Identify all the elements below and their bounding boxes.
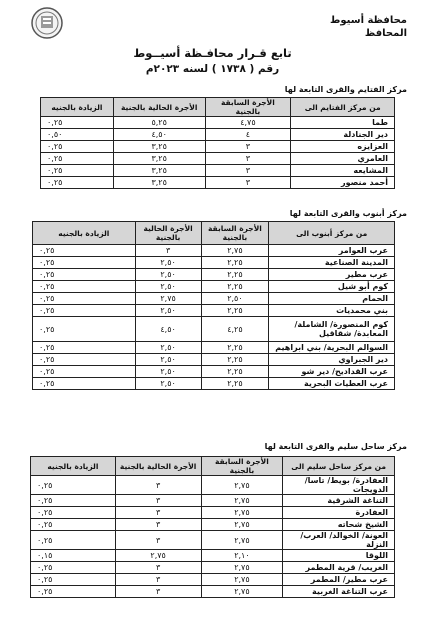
increase-cell: ٠,٢٥ [33,245,136,257]
increase-cell: ٠,٢٥ [33,269,136,281]
destination-cell: التناغة الشرقية [283,495,395,507]
previous-fare-cell: ٤ [205,129,291,141]
current-fare-cell: ٣ [115,507,201,519]
section2-heading: مركز أبنوب والقرى التابعة لها [289,209,407,218]
increase-cell: ٠,٢٥ [41,117,114,129]
table-row [31,495,395,507]
previous-fare-cell: ٢,١٠ [201,550,283,562]
previous-fare-cell: ٢,٢٥ [201,257,269,269]
increase-cell: ٠,٢٥ [33,281,136,293]
table-row [33,378,395,390]
previous-fare-cell: ٤,٢٥ [201,317,269,342]
increase-cell: ٠,١٥ [31,550,116,562]
table-row [33,293,395,305]
section1-table [40,97,395,189]
increase-cell: ٠,٢٥ [31,586,116,598]
table-row [31,531,395,550]
section2-table [32,221,395,390]
col-current-fare: الأجرة الحالية بالجنية [115,457,201,476]
increase-cell: ٠,٢٥ [33,342,136,354]
increase-cell: ٠,٢٥ [33,366,136,378]
destination-cell: أحمد منصور [291,177,395,189]
table-row [31,519,395,531]
previous-fare-cell: ٣ [205,165,291,177]
current-fare-cell: ٢,٥٠ [135,342,201,354]
current-fare-cell: ٣ [115,519,201,531]
previous-fare-cell: ٣ [205,177,291,189]
destination-cell: العزايزه [291,141,395,153]
current-fare-cell: ٣,٢٥ [113,141,205,153]
destination-cell: عرب العطيات البحرية [269,378,395,390]
current-fare-cell: ٢,٥٠ [135,257,201,269]
destination-cell: عرب مطير/ المطمر [283,574,395,586]
col-current-fare: الأجرة الحالية بالجنية [113,98,205,117]
increase-cell: ٠,٢٥ [33,257,136,269]
table-row [33,257,395,269]
table-row [31,507,395,519]
current-fare-cell: ٣,٢٥ [113,177,205,189]
previous-fare-cell: ٢,٢٥ [201,342,269,354]
table-row [33,366,395,378]
current-fare-cell: ٤,٥٠ [135,317,201,342]
destination-cell: كوم أبو شيل [269,281,395,293]
col-destination: من مركز ساحل سليم الى [283,457,395,476]
increase-cell: ٠,٢٥ [33,293,136,305]
increase-cell: ٠,٢٥ [31,476,116,495]
increase-cell: ٠,٢٥ [31,562,116,574]
increase-cell: ٠,٢٥ [31,574,116,586]
previous-fare-cell: ٢,٧٥ [201,562,283,574]
destination-cell: كوم المنصورة/ الشاملة/ المعابدة/ شقاقيل [269,317,395,342]
previous-fare-cell: ٢,٢٥ [201,354,269,366]
increase-cell: ٠,٢٥ [31,495,116,507]
destination-cell: العفادرة [283,507,395,519]
current-fare-cell: ٢,٧٥ [135,293,201,305]
previous-fare-cell: ٢,٢٥ [201,378,269,390]
previous-fare-cell: ٣ [205,141,291,153]
previous-fare-cell: ٢,٧٥ [201,495,283,507]
col-current-fare: الأجرة الحالية بالجنية [135,222,201,245]
increase-cell: ٠,٢٥ [41,165,114,177]
current-fare-cell: ٥,٢٥ [113,117,205,129]
col-previous-fare: الأجرة السابقة بالجنية [205,98,291,117]
destination-cell: اللوقا [283,550,395,562]
governorate-name: محافظة أسيوط [330,15,407,26]
table-row [33,281,395,293]
table-row [41,177,395,189]
destination-cell: بني محمديات [269,305,395,317]
header-block [330,14,407,40]
current-fare-cell: ٣ [115,495,201,507]
current-fare-cell: ٣ [115,586,201,598]
destination-cell: العونة/ الخوالد/ العرب/ النزلة [283,531,395,550]
previous-fare-cell: ٢,٧٥ [201,574,283,586]
previous-fare-cell: ٤,٧٥ [205,117,291,129]
table-row [31,476,395,495]
table-row [33,317,395,342]
document-title: تابع قـرار محافـظة أسيــوط [133,46,292,60]
destination-cell: دير الجنادلة [291,129,395,141]
decree-number: رقم ( ١٧٣٨ ) لسنه ٢٠٢٣م [145,63,280,75]
table-row [41,153,395,165]
col-previous-fare: الأجرة السابقة بالجنية [201,222,269,245]
current-fare-cell: ٢,٥٠ [135,378,201,390]
col-previous-fare: الأجرة السابقة بالجنية [201,457,283,476]
table-row [41,117,395,129]
current-fare-cell: ٣ [115,562,201,574]
previous-fare-cell: ٢,٥٠ [201,293,269,305]
increase-cell: ٠,٢٥ [41,177,114,189]
table-row [33,354,395,366]
increase-cell: ٠,٢٥ [31,519,116,531]
col-increase: الزيادة بالجنيه [31,457,116,476]
previous-fare-cell: ٣ [205,153,291,165]
table-row [31,550,395,562]
current-fare-cell: ٢,٧٥ [115,550,201,562]
office-name: المحافظ [364,28,407,39]
table-row [41,141,395,153]
destination-cell: عرب العوامر [269,245,395,257]
section1-heading: مركز الفتايم والقرى التابعة لها [284,85,407,94]
current-fare-cell: ٢,٥٠ [135,354,201,366]
destination-cell: طما [291,117,395,129]
table-row [33,342,395,354]
table-row [31,562,395,574]
current-fare-cell: ٣ [115,531,201,550]
increase-cell: ٠,٢٥ [41,153,114,165]
destination-cell: الحمام [269,293,395,305]
current-fare-cell: ٢,٥٠ [135,269,201,281]
previous-fare-cell: ٢,٧٥ [201,531,283,550]
increase-cell: ٠,٢٥ [33,305,136,317]
current-fare-cell: ٣ [135,245,201,257]
increase-cell: ٠,٢٥ [31,507,116,519]
destination-cell: السوالم البحرية/ بني ابراهيم [269,342,395,354]
col-destination: من مركز الفتايم الى [291,98,395,117]
previous-fare-cell: ٢,٧٥ [201,476,283,495]
table-row [31,586,395,598]
governorate-emblem-icon [30,6,64,40]
destination-cell: عرب القداديح/ دير شو [269,366,395,378]
previous-fare-cell: ٢,٧٥ [201,586,283,598]
table-row [31,574,395,586]
table-row [33,245,395,257]
current-fare-cell: ٢,٥٠ [135,305,201,317]
current-fare-cell: ٣,٢٥ [113,153,205,165]
destination-cell: الشيخ شحاته [283,519,395,531]
current-fare-cell: ٣,٢٥ [113,165,205,177]
table-row [33,305,395,317]
previous-fare-cell: ٢,٧٥ [201,245,269,257]
section3-heading: مركز ساحل سليم والقرى التابعة لها [264,442,407,451]
increase-cell: ٠,٢٥ [41,141,114,153]
previous-fare-cell: ٢,٢٥ [201,281,269,293]
current-fare-cell: ٤,٥٠ [113,129,205,141]
destination-cell: المدينة الصناعية [269,257,395,269]
current-fare-cell: ٣ [115,476,201,495]
previous-fare-cell: ٢,٧٥ [201,519,283,531]
destination-cell: العفادرة/ بويط/ تاسا/ الدويجات [283,476,395,495]
current-fare-cell: ٢,٥٠ [135,366,201,378]
destination-cell: العامري [291,153,395,165]
col-increase: الزيادة بالجنيه [33,222,136,245]
increase-cell: ٠,٢٥ [31,531,116,550]
destination-cell: عرب التناغة الغربية [283,586,395,598]
increase-cell: ٠,٢٥ [33,354,136,366]
destination-cell: عرب مطير [269,269,395,281]
section3-table [30,456,395,598]
destination-cell: دير الجبراوي [269,354,395,366]
destination-cell: المشايعه [291,165,395,177]
increase-cell: ٠,٢٥ [33,378,136,390]
previous-fare-cell: ٢,٢٥ [201,269,269,281]
previous-fare-cell: ٢,٢٥ [201,305,269,317]
col-destination: من مركز أبنوب الى [269,222,395,245]
table-row [41,129,395,141]
col-increase: الزيادة بالجنيه [41,98,114,117]
current-fare-cell: ٣ [115,574,201,586]
current-fare-cell: ٢,٥٠ [135,281,201,293]
increase-cell: ٠,٢٥ [33,317,136,342]
table-row [41,165,395,177]
previous-fare-cell: ٢,٢٥ [201,366,269,378]
increase-cell: ٠,٥٠ [41,129,114,141]
previous-fare-cell: ٢,٧٥ [201,507,283,519]
table-row [33,269,395,281]
destination-cell: الغريب/ قرية المطمر [283,562,395,574]
